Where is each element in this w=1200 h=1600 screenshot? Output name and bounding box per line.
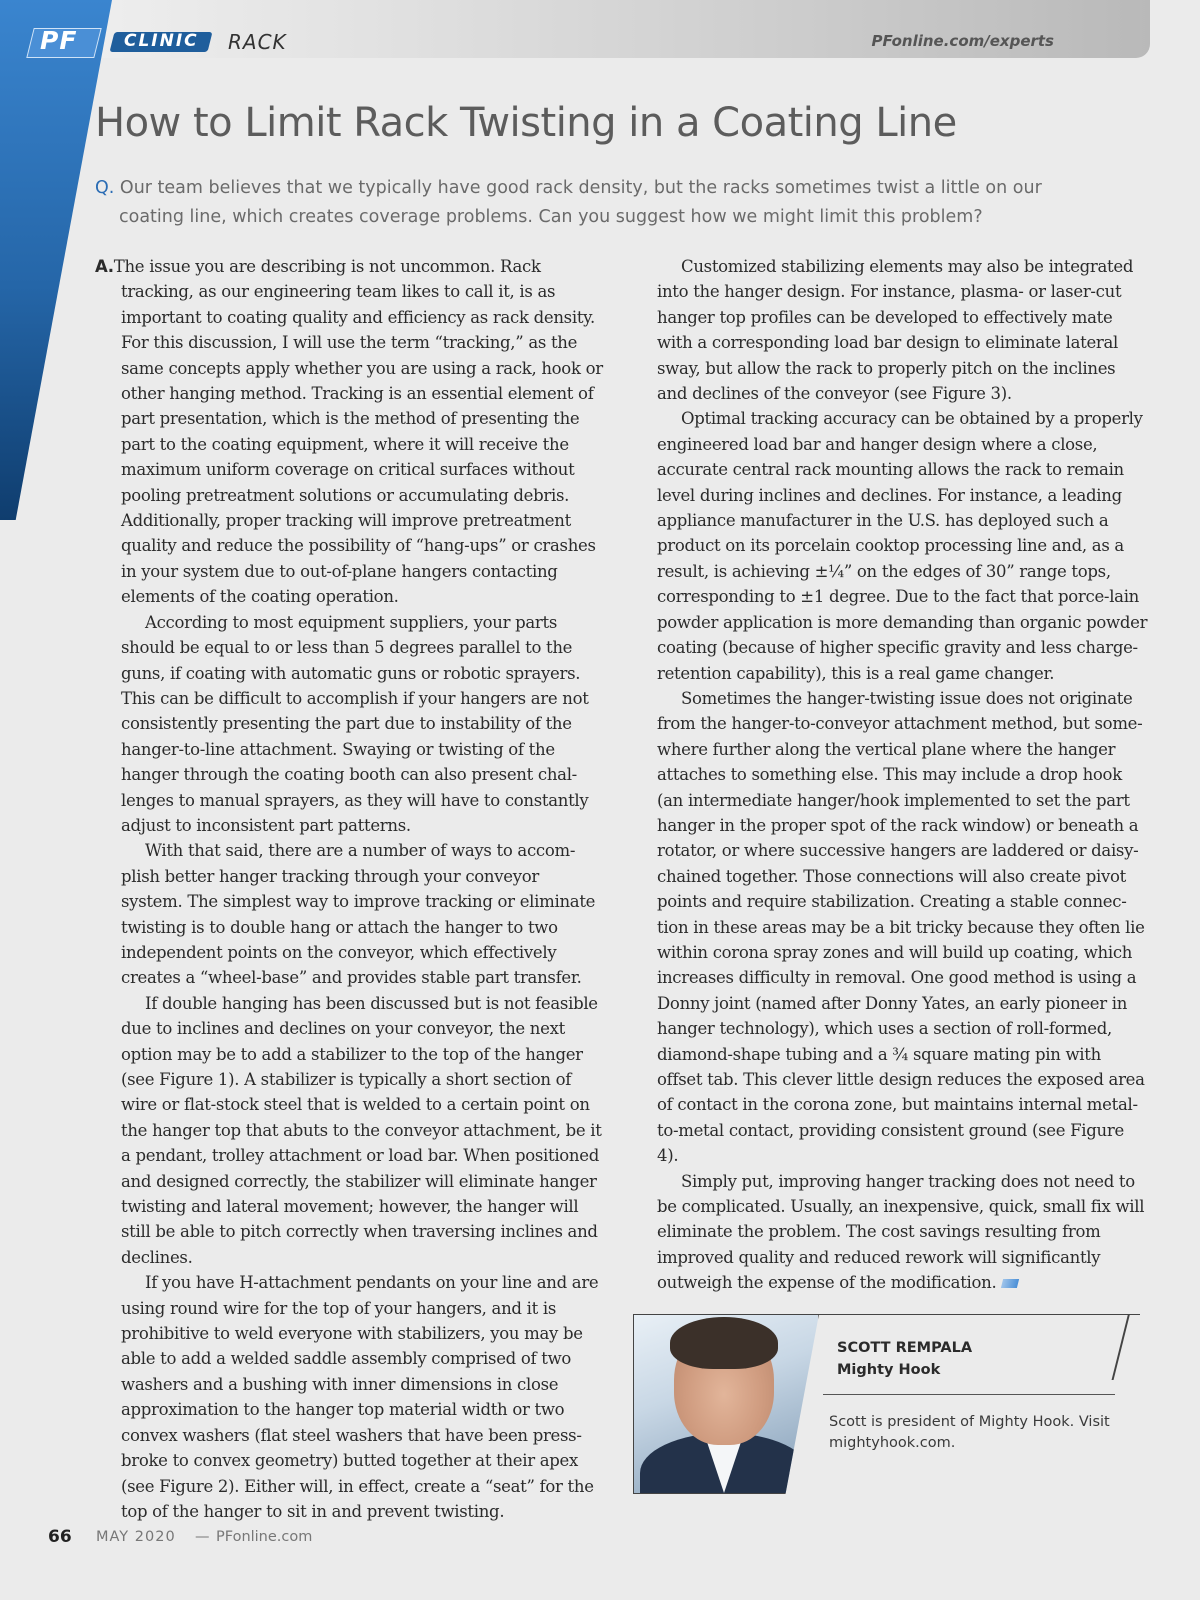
author-company: Mighty Hook	[837, 1362, 941, 1378]
page-number: 66	[48, 1527, 72, 1547]
answer-column-right	[657, 254, 1149, 1296]
answer-paragraph	[95, 254, 605, 610]
footer-separator: —	[195, 1529, 210, 1545]
issue-date: MAY 2020	[96, 1529, 176, 1545]
answer-paragraph: Customized stabilizing elements may also be integrated into the hanger design. For instance, plasma- or laser-cut hanger top profiles can be developed to effectively mate with a corresponding load bar design to eliminate lateral sway, but allow the rack to properly pitch on the inclines and declines of the conveyor (see Figure 3).	[657, 257, 1134, 404]
author-portrait-icon	[633, 1314, 819, 1494]
author-bio: Scott is president of Mighty Hook. Visit mightyhook.com.	[829, 1414, 1110, 1451]
author-name: SCOTT REMPALA	[837, 1340, 973, 1356]
answer-paragraph: With that said, there are a number of ways to accom-plish better hanger tracking through your conveyor system. The simplest way to improve tracking or eliminate twisting is to double hang or attach the hanger to two independent points on the conveyor, which effectively creates a “wheel-base” and provides stable part transfer.	[121, 841, 596, 988]
answer-paragraph: If you have H-attachment pendants on your line and are using round wire for the top of your hangers, and it is prohibitive to weld everyone with stabilizers, you may be able to add a welded saddle assembly comprised of two washers and a bushing with inner dimensions in close approximation to the hanger top material width or two convex washers (flat steel washers that have been press-broke to convex geometry) butted together at their apex (see Figure 2). Either will, in effect, create a “seat” for the top of the hanger to sit in and prevent twisting.	[121, 1273, 599, 1521]
question-label: Q.	[95, 178, 115, 198]
answer-label: A.	[95, 257, 114, 276]
article-end-mark-icon	[1001, 1279, 1019, 1288]
section-label: CLINIC	[124, 31, 199, 51]
author-divider	[823, 1394, 1115, 1395]
question-text: Our team believes that we typically have good rack density, but the racks sometimes twist a little on our coating line, which creates coverage problems. Can you suggest how we might limit this problem?	[119, 178, 1042, 227]
article-title: How to Limit Rack Twisting in a Coating Line	[95, 100, 957, 146]
experts-link[interactable]: PFonline.com/experts	[871, 32, 1054, 50]
question-block	[95, 174, 1079, 232]
portrait-hair	[670, 1317, 778, 1369]
answer-paragraph: Optimal tracking accuracy can be obtained by a properly engineered load bar and hanger design where a close, accurate central rack mounting allows the rack to remain level during inclines and declines. For instance, a leading appliance manufacturer in the U.S. has deployed such a product on its porcelain cooktop processing line and, as a result, is achieving ±¼” on the edges of 30” range tops, corresponding to ±1 degree. Due to the fact that porce-lain powder application is more demanding than organic powder coating (because of higher specific gravity and less charge-retention capability), this is a real game changer.	[657, 409, 1148, 683]
answer-column-left	[95, 254, 605, 1524]
answer-paragraph-text: The issue you are describing is not uncommon. Rack tracking, as our engineering team likes to call it, is as important to coating quality and efficiency as rack density. For this discussion, I will use the term “tracking,” as the same concepts apply whether you are using a rack, hook or other hanging method. Tracking is an essential element of part presentation, which is the method of presenting the part to the coating equipment, where it will receive the maximum uniform coverage on critical surfaces without pooling pretreatment solutions or accumulating debris. Additionally, proper tracking will improve pretreatment quality and reduce the possibility of “hang-ups” or crashes in your system due to out-of-plane hangers contacting elements of the coating operation.	[113, 257, 603, 607]
answer-paragraph-final	[657, 1169, 1149, 1296]
answer-paragraph: If double hanging has been discussed but is not feasible due to inclines and declines on your conveyor, the next option may be to add a stabilizer to the top of the hanger (see Figure 1). A stabilizer is typically a short section of wire or flat-stock steel that is welded to a certain point on the hanger top that abuts to the conveyor attachment, be it a pendant, trolley attachment or load bar. When positioned and designed correctly, the stabilizer will eliminate hanger twisting and lateral movement; however, the hanger will still be able to pitch correctly when traversing inclines and declines.	[121, 993, 602, 1267]
answer-paragraph: Sometimes the hanger-twisting issue does not originate from the hanger-to-conveyor attachment method, but some-where further along the vertical plane where the hanger attaches to something else. This may include a drop hook (an intermediate hanger/hook implemented to set the part hanger in the proper spot of the rack window) or beneath a rotator, or where successive hangers are laddered or daisy-chained together. Those connections will also create pivot points and require stabilization. Creating a stable connec-tion in these areas may be a bit tricky because they often lie within corona spray zones and will build up coating, which increases difficulty in removal. One good method is using a Donny joint (named after Donny Yates, an early pioneer in hanger technology), which uses a section of roll-formed, diamond-shape tubing and a ¾ square mating pin with offset tab. This clever little design reduces the exposed area of contact in the corona zone, but maintains internal metal-to-metal contact, providing consistent ground (see Figure 4).	[657, 688, 1145, 1166]
author-box	[633, 1314, 1140, 1492]
topic-label: RACK	[228, 30, 287, 54]
answer-paragraph: According to most equipment suppliers, your parts should be equal to or less than 5 degrees parallel to the guns, if coating with automatic guns or robotic sprayers. This can be difficult to accomplish if your hangers are not consistently presenting the part due to instability of the hanger-to-line attachment. Swaying or twisting of the hanger through the coating booth can also present chal-lenges to manual sprayers, as they will have to constantly adjust to inconsistent part patterns.	[121, 612, 589, 835]
answer-paragraph-text: Simply put, improving hanger tracking does not need to be complicated. Usually, an inexpensive, quick, small fix will eliminate the problem. The cost savings resulting from improved quality and reduced rework will significantly outweigh the expense of the modification.	[657, 1171, 1145, 1293]
footer-site-link[interactable]: PFonline.com	[216, 1529, 313, 1545]
pf-logo-text: PF	[40, 26, 78, 55]
